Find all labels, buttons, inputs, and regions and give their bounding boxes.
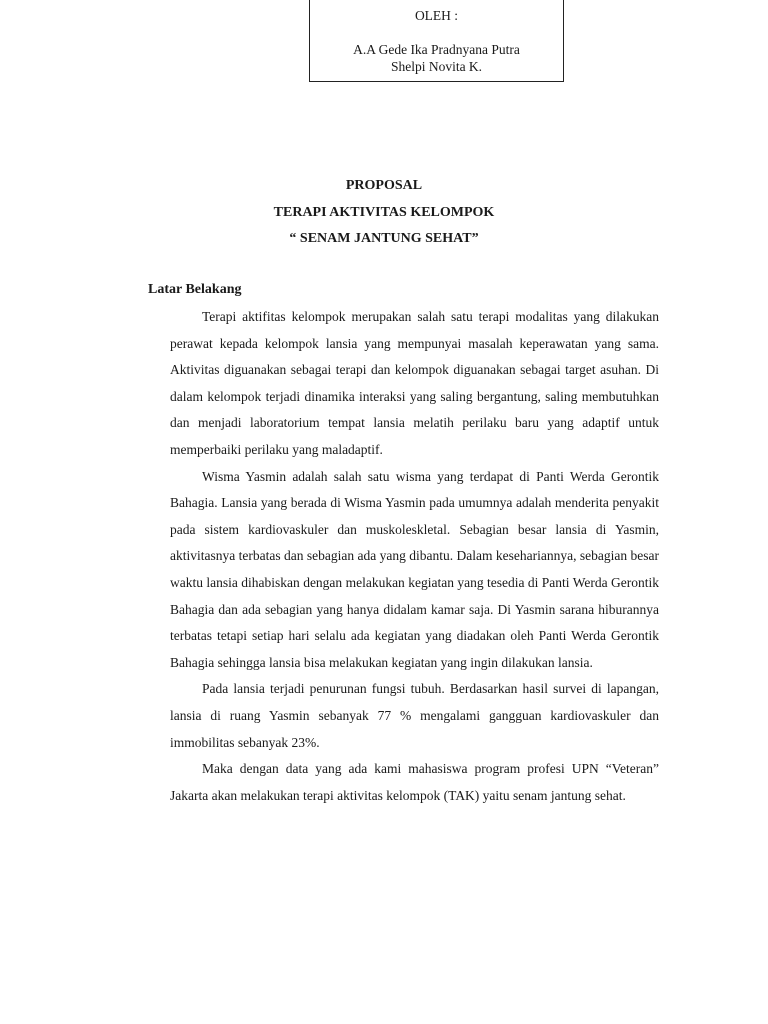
section-body: [170, 304, 659, 809]
author-name-2: Shelpi Novita K.: [390, 59, 483, 74]
section-heading: Latar Belakang: [148, 282, 242, 297]
title-line-program: TERAPI AKTIVITAS KELOMPOK: [273, 204, 495, 220]
title-line-theme: “ SENAM JANTUNG SEHAT”: [289, 231, 479, 246]
author-label: OLEH :: [414, 8, 459, 23]
author-box: [309, 0, 564, 82]
author-name-1: A.A Gede Ika Pradnyana Putra: [353, 42, 520, 57]
document-title: [0, 173, 768, 253]
paragraph-3: Pada lansia terjadi penurunan fungsi tubuh. Berdasarkan hasil survei di lapangan, lansia di ruang Yasmin sebanyak 77 % mengalami gangguan kardiovaskuler dan immobilitas sebanyak 23%.: [170, 681, 659, 750]
paragraph-4: Maka dengan data yang ada kami mahasiswa program profesi UPN “Veteran” Jakarta akan melakukan terapi aktivitas kelompok (TAK) yaitu senam jantung sehat.: [170, 761, 659, 803]
paragraph-2: Wisma Yasmin adalah salah satu wisma yang terdapat di Panti Werda Gerontik Bahagia. Lansia yang berada di Wisma Yasmin pada umumnya adalah menderita penyakit pada sistem kardiovaskuler dan muskoleskletal. Sebagian besar lansia di Yasmin, aktivitasnya terbatas dan sebagian ada yang dibantu. Dalam kesehariannya, sebagian besar waktu lansia dihabiskan dengan melakukan kegiatan yang tesedia di Panti Werda Gerontik Bahagia dan ada sebagian yang hanya didalam kamar saja. Di Yasmin sarana hiburannya terbatas tetapi setiap hari selalu ada kegiatan yang diadakan oleh Panti Werda Gerontik Bahagia sehingga lansia bisa melakukan kegiatan yang ingin dilakukan lansia.: [170, 468, 659, 670]
paragraph-1: Terapi aktifitas kelompok merupakan salah satu terapi modalitas yang dilakukan perawat kepada kelompok lansia yang mempunyai masalah keperawatan yang sama. Aktivitas diguanakan sebagai terapi dan kelompok diguanakan sebagai target asuhan. Di dalam kelompok terjadi dinamika interaksi yang saling bergantung, saling membutuhkan dan menjadi laboratorium tempat lansia melatih perilaku baru yang adaptif untuk memperbaiki perilaku yang maladaptif.: [170, 309, 659, 457]
title-line-proposal: PROPOSAL: [345, 178, 423, 193]
